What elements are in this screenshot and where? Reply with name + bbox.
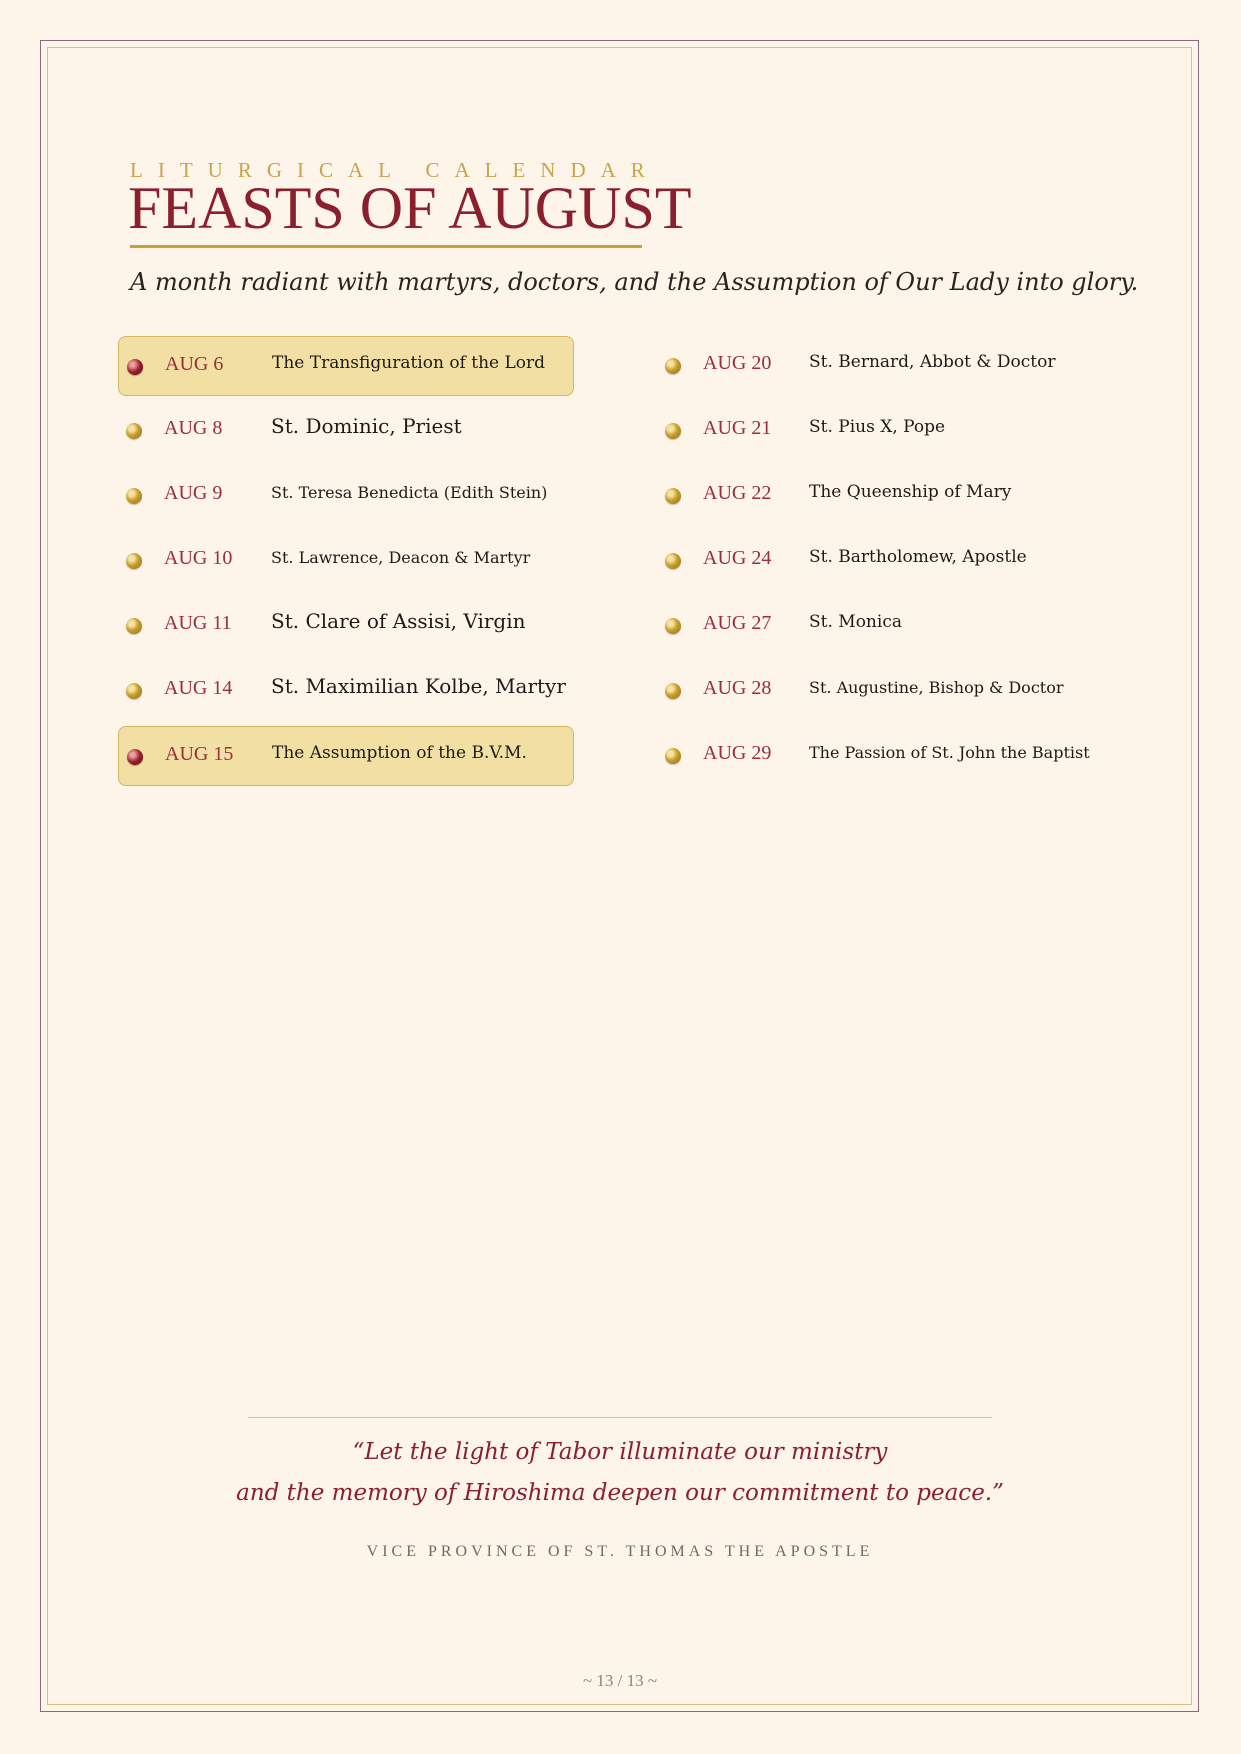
feast-date: AUG 22: [703, 482, 772, 504]
feast-name: The Queenship of Mary: [809, 482, 1012, 502]
feast-date: AUG 15: [165, 743, 234, 765]
eyebrow-label: LITURGICAL CALENDAR: [130, 158, 660, 182]
feast-name: The Passion of St. John the Baptist: [809, 743, 1090, 762]
feast-item-assumption: [118, 726, 574, 786]
feast-item-lawrence: [118, 531, 574, 591]
page-subtitle: A month radiant with martyrs, doctors, and the Assumption of Our Lady into glory.: [130, 268, 1139, 296]
feast-bullet-icon: [126, 488, 142, 504]
feast-bullet-icon: [665, 488, 681, 504]
feast-item-bernard: [656, 336, 1126, 396]
quote-divider: [248, 1417, 992, 1418]
feast-item-pius-x: [656, 401, 1126, 461]
page-title: FEASTS OF AUGUST: [128, 175, 692, 241]
feast-date: AUG 9: [164, 482, 223, 504]
feast-item-passion-john-baptist: [656, 726, 1126, 786]
feast-item-monica: [656, 596, 1126, 656]
feast-item-queenship: [656, 466, 1126, 526]
feast-item-dominic: [118, 401, 574, 461]
feast-date: AUG 24: [703, 547, 772, 569]
feast-name: The Assumption of the B.V.M.: [272, 743, 527, 763]
feast-date: AUG 27: [703, 612, 772, 634]
feast-item-transfiguration: [118, 336, 574, 396]
feast-bullet-icon: [126, 423, 142, 439]
page-number: ~ 13 / 13 ~: [582, 1671, 658, 1690]
closing-quote: [120, 1432, 1120, 1514]
feast-bullet-icon: [126, 553, 142, 569]
feast-name: St. Bernard, Abbot & Doctor: [809, 352, 1056, 372]
feast-date: AUG 6: [165, 353, 224, 375]
feast-name: The Transfiguration of the Lord: [272, 353, 546, 373]
title-underline: [130, 245, 642, 248]
feast-name: St. Teresa Benedicta (Edith Stein): [271, 483, 548, 502]
feast-bullet-icon: [126, 683, 142, 699]
solemnity-bullet-icon: [127, 359, 143, 375]
feast-bullet-icon: [665, 683, 681, 699]
feast-bullet-icon: [665, 618, 681, 634]
feast-bullet-icon: [665, 423, 681, 439]
feast-date: AUG 28: [703, 677, 772, 699]
quote-line: and the memory of Hiroshima deepen our commitment to peace.”: [236, 1480, 1004, 1506]
feast-name: St. Monica: [809, 612, 902, 632]
feast-bullet-icon: [665, 358, 681, 374]
feast-item-kolbe: [118, 661, 574, 721]
feast-item-teresa-benedicta: [118, 466, 574, 526]
feast-date: AUG 20: [703, 352, 772, 374]
feast-name: St. Augustine, Bishop & Doctor: [809, 678, 1064, 697]
feast-item-bartholomew: [656, 531, 1126, 591]
feast-bullet-icon: [665, 553, 681, 569]
feast-date: AUG 10: [164, 547, 233, 569]
feast-date: AUG 14: [164, 677, 233, 699]
feast-name: St. Clare of Assisi, Virgin: [271, 609, 526, 633]
solemnity-bullet-icon: [127, 749, 143, 765]
feast-date: AUG 29: [703, 742, 772, 764]
feast-item-clare: [118, 596, 574, 656]
feast-item-augustine: [656, 661, 1126, 721]
feast-date: AUG 21: [703, 417, 772, 439]
feast-bullet-icon: [665, 748, 681, 764]
feast-date: AUG 8: [164, 417, 223, 439]
feast-name: St. Dominic, Priest: [271, 414, 462, 438]
feast-bullet-icon: [126, 618, 142, 634]
feast-name: St. Pius X, Pope: [809, 417, 946, 437]
quote-line: “Let the light of Tabor illuminate our ministry: [352, 1439, 888, 1465]
feast-name: St. Bartholomew, Apostle: [809, 547, 1027, 567]
feast-date: AUG 11: [164, 612, 232, 634]
feast-name: St. Lawrence, Deacon & Martyr: [271, 548, 531, 567]
signature: VICE PROVINCE OF ST. THOMAS THE APOSTLE: [366, 1543, 874, 1560]
feast-name: St. Maximilian Kolbe, Martyr: [271, 674, 566, 698]
